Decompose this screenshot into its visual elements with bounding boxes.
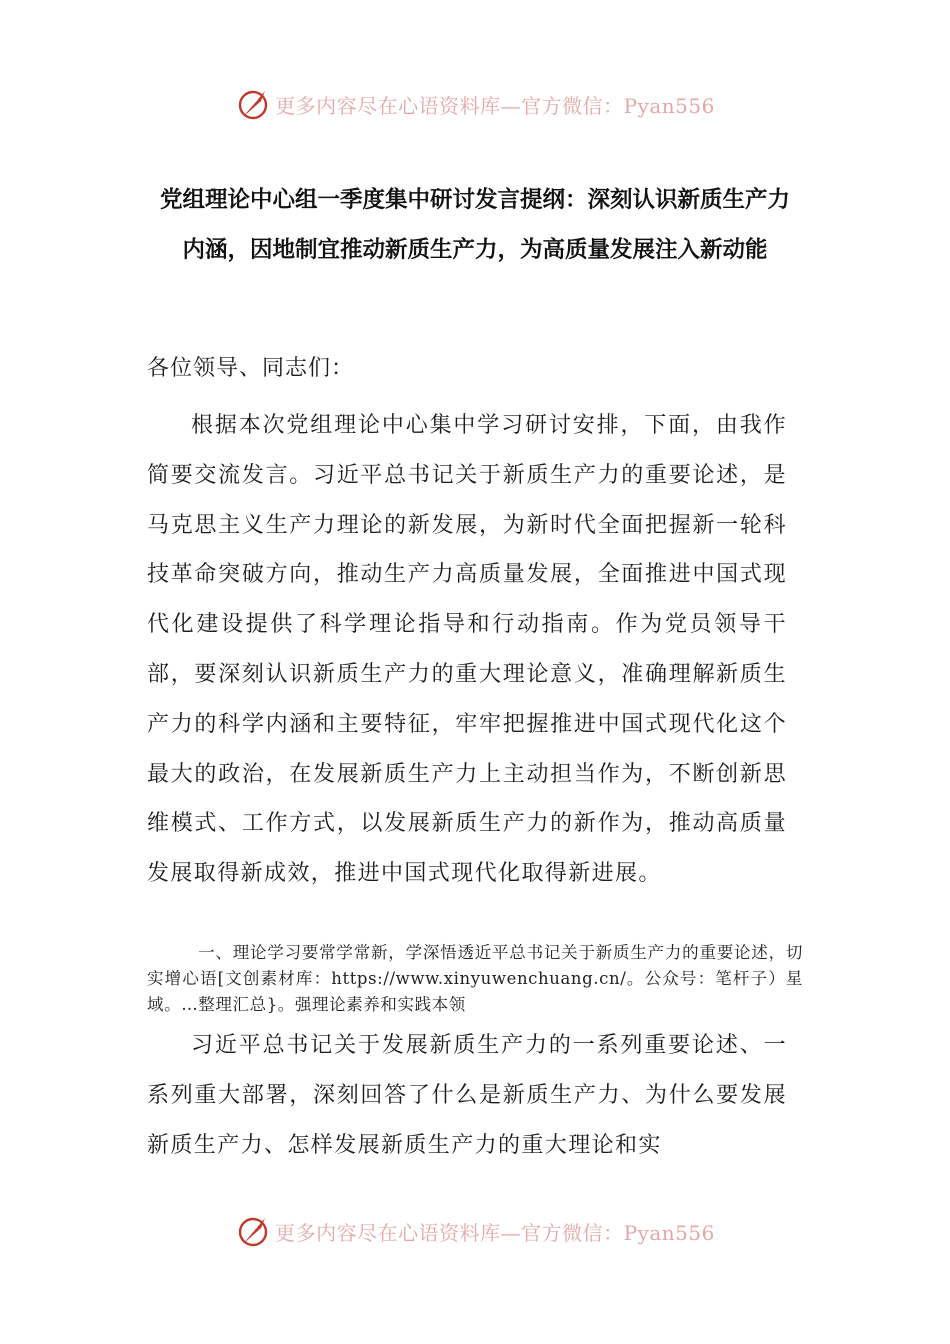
document-title: 党组理论中心组一季度集中研讨发言提纲：深刻认识新质生产力内涵，因地制宜推动新质生产力，为高质量发展注入新动能 — [159, 187, 790, 263]
salutation: 各位领导、同志们： — [147, 356, 355, 381]
body-paragraph-2: 习近平总书记关于发展新质生产力的一系列重要论述、一系列重大部署，深刻回答了什么是新质生产力、为什么要发展新质生产力、怎样发展新质生产力的重大理论和实 — [147, 1033, 787, 1158]
section-heading-1: 一、理论学习要常学常新，学深悟透近平总书记关于新质生产力的重要论述，切实增心语[文创素材库：https://www.xinyuwenchuang.cn/。公众号：笔杆子）星域。…整理汇总}。强理论素养和实践本领 — [147, 943, 803, 1014]
watermark-footer — [0, 1211, 950, 1251]
body-paragraph-1: 根据本次党组理论中心集中学习研讨安排，下面，由我作简要交流发言。习近平总书记关于新质生产力的重要论述，是马克思主义生产力理论的新发展，为新时代全面把握新一轮科技革命突破方向，推动生产力高质量发展，全面推进中国式现代化建设提供了科学理论指导和行动指南。作为党员领导干部，要深刻认识新质生产力的重大理论意义，准确理解新质生产力的科学内涵和主要特征，牢牢把握推进中国式现代化这个最大的政治，在发展新质生产力上主动担当作为，不断创新思维模式、工作方式，以发展新质生产力的新作为，推动高质量发展取得新成效，推进中国式现代化取得新进展。 — [147, 413, 787, 887]
quill-logo-icon — [235, 1213, 271, 1249]
quill-logo-icon — [235, 86, 271, 122]
watermark-text: 更多内容尽在心语资料库—官方微信：Pyan556 — [275, 93, 715, 118]
watermark-header — [0, 84, 950, 124]
watermark-text: 更多内容尽在心语资料库—官方微信：Pyan556 — [275, 1220, 715, 1245]
